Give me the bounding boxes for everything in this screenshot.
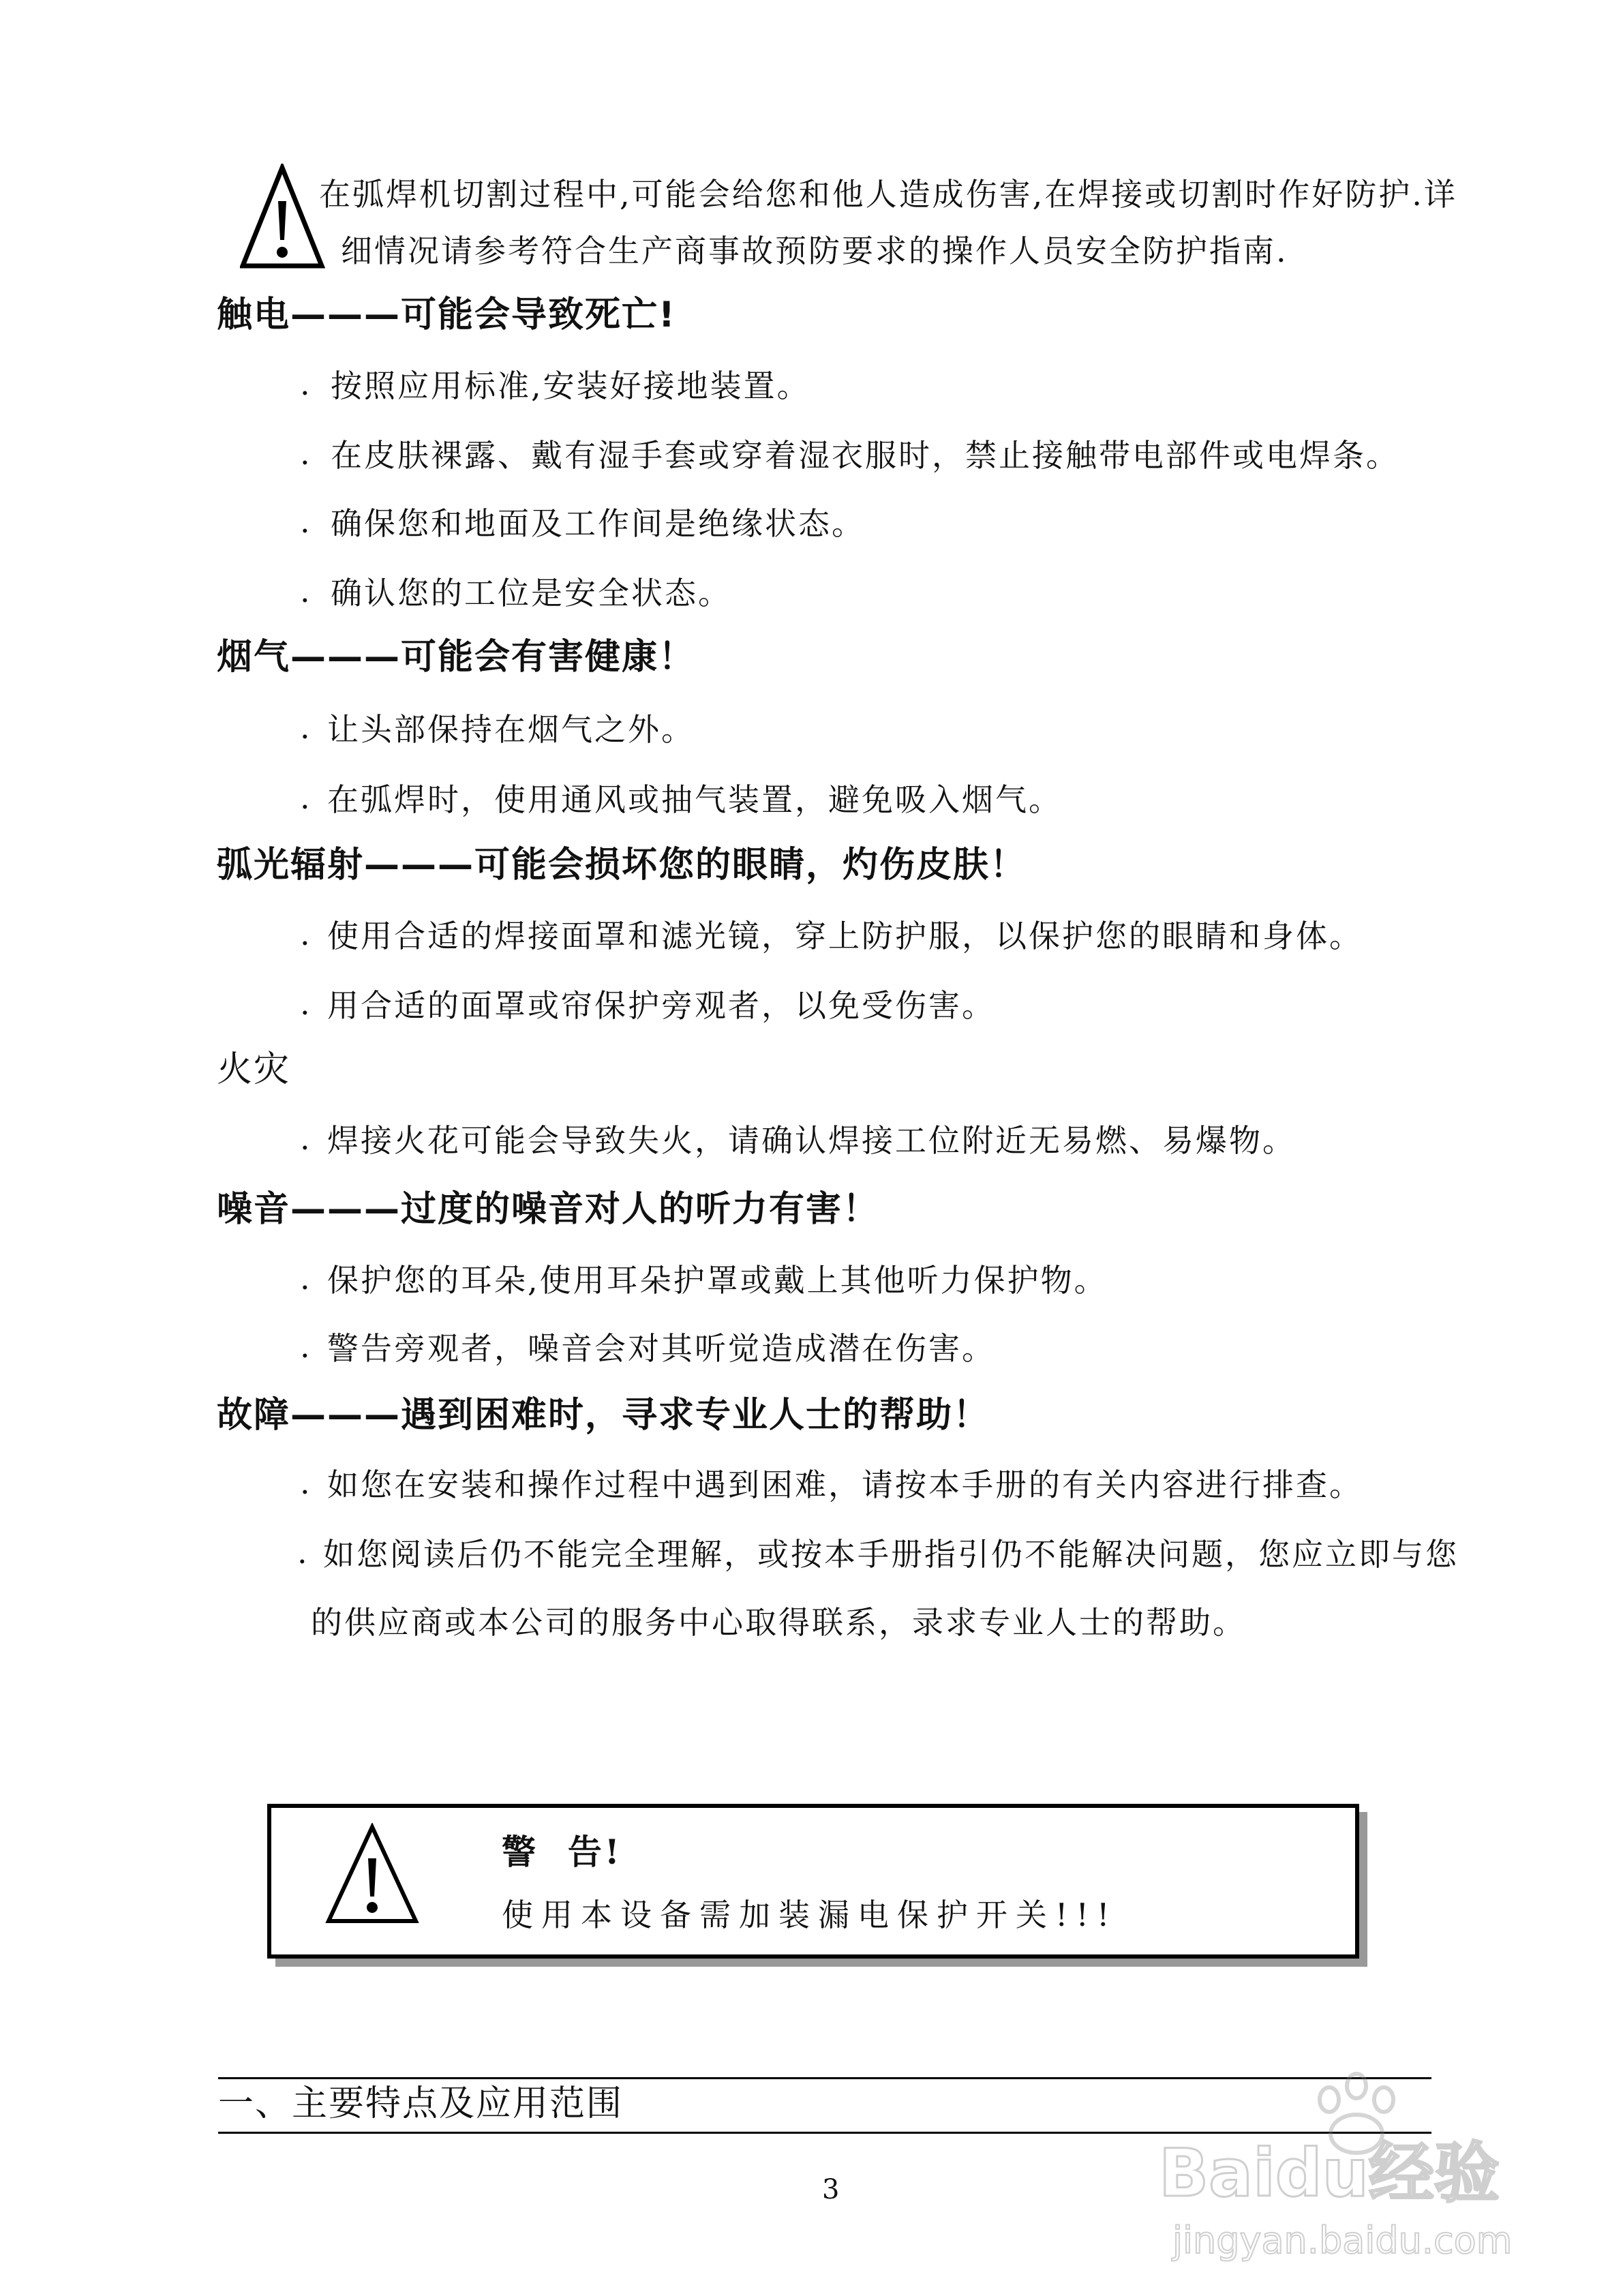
bullet-mark: . <box>300 573 310 609</box>
bullet-continuation: 的供应商或本公司的服务中心取得联系，录求专业人士的帮助。 <box>311 1604 1246 1641</box>
bullet-mark: . <box>297 1534 307 1571</box>
bullet-mark: . <box>300 435 310 472</box>
bullet-mark: . <box>300 916 310 952</box>
bullet-mark: . <box>300 779 310 816</box>
bullet-mark: . <box>300 503 310 540</box>
warning-triangle-icon <box>324 1823 420 1925</box>
bullet-item: 按照应用标准,安装好接地装置。 <box>331 367 810 404</box>
section-heading-electric-shock: 触电———可能会导致死亡! <box>217 294 676 335</box>
watermark-brand: Baidu经验 <box>1159 2135 1500 2211</box>
warning-text: 使用本设备需加装漏电保护开关!!! <box>502 1897 1118 1933</box>
intro-line-2: 细情况请参考符合生产商事故预防要求的操作人员安全防护指南. <box>341 232 1288 269</box>
bullet-item: 保护您的耳朵,使用耳朵护罩或戴上其他听力保护物。 <box>327 1262 1108 1299</box>
bullet-item: 用合适的面罩或帘保护旁观者，以免受伤害。 <box>327 987 995 1024</box>
section-heading-fumes: 烟气———可能会有害健康！ <box>217 637 696 678</box>
section-heading-arc-radiation: 弧光辐射———可能会损坏您的眼睛，灼伤皮肤！ <box>217 845 1027 886</box>
bullet-mark: . <box>300 985 310 1022</box>
bullet-item: 焊接火花可能会导致失火，请确认焊接工位附近无易燃、易爆物。 <box>327 1122 1296 1159</box>
warning-triangle-icon <box>240 164 325 269</box>
warning-box <box>267 1804 1359 1959</box>
chapter-heading: 一、主要特点及应用范围 <box>218 2083 624 2124</box>
bullet-item: 在皮肤裸露、戴有湿手套或穿着湿衣服时，禁止接触带电部件或电焊条。 <box>331 437 1399 474</box>
bullet-item: 确保您和地面及工作间是绝缘状态。 <box>331 505 865 542</box>
watermark-url: jingyan.baidu.com <box>1172 2219 1513 2262</box>
bullet-mark: . <box>300 709 310 746</box>
bullet-mark: . <box>300 1120 310 1157</box>
bullet-mark: . <box>300 1464 310 1501</box>
page-number: 3 <box>822 2174 840 2205</box>
bullet-mark: . <box>300 365 310 402</box>
bullet-item: 让头部保持在烟气之外。 <box>327 711 695 748</box>
intro-line-1: 在弧焊机切割过程中,可能会给您和他人造成伤害,在焊接或切割时作好防护.详 <box>319 176 1457 213</box>
section-heading-malfunction: 故障———遇到困难时，寻求专业人士的帮助！ <box>217 1395 990 1436</box>
section-heading-fire: 火灾 <box>217 1049 291 1090</box>
bullet-item: 确认您的工位是安全状态。 <box>331 575 731 611</box>
section-heading-noise: 噪音———过度的噪音对人的听力有害！ <box>217 1189 880 1230</box>
bullet-item: 如您阅读后仍不能完全理解，或按本手册指引仍不能解决问题，您应立即与您 <box>323 1536 1459 1573</box>
bullet-item: 如您在安装和操作过程中遇到困难，请按本手册的有关内容进行排查。 <box>327 1466 1363 1503</box>
warning-title: 警 告! <box>502 1832 622 1872</box>
bullet-item: 使用合适的焊接面罩和滤光镜，穿上防护服，以保护您的眼睛和身体。 <box>327 918 1363 954</box>
baidu-watermark <box>1159 2066 1541 2263</box>
bullet-item: 在弧焊时，使用通风或抽气装置，避免吸入烟气。 <box>327 781 1062 818</box>
bullet-mark: . <box>300 1260 310 1297</box>
bullet-mark: . <box>300 1328 310 1365</box>
bullet-item: 警告旁观者，噪音会对其听觉造成潜在伤害。 <box>327 1330 995 1367</box>
